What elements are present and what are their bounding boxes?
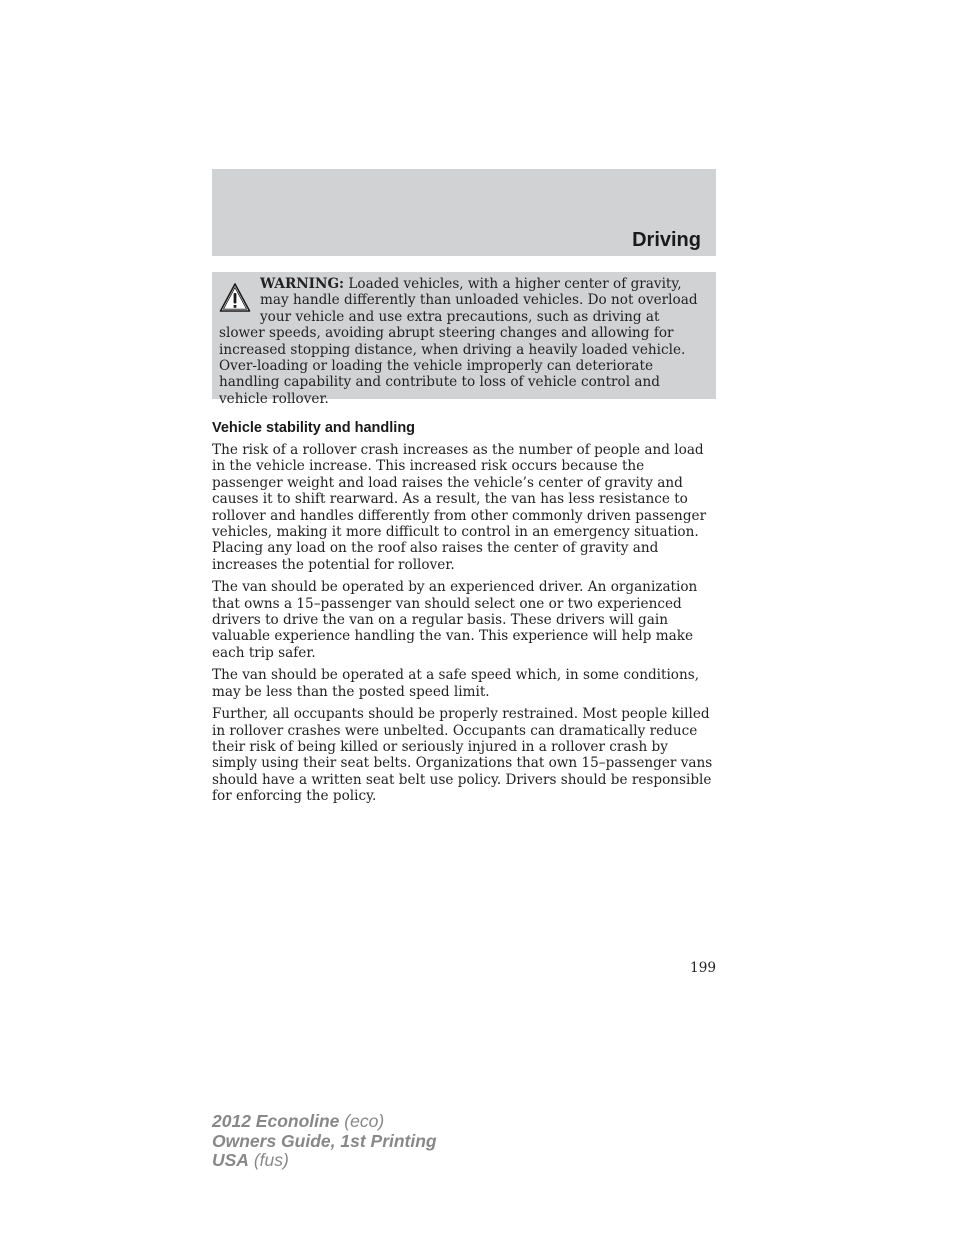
warning-box <box>212 272 716 407</box>
footer-line-guide: Owners Guide, 1st Printing <box>212 1130 437 1151</box>
footer-line-model: 2012 Econoline (eco) <box>212 1111 385 1131</box>
warning-label: WARNING: <box>260 276 345 292</box>
section-heading: Vehicle stability and handling <box>212 420 416 436</box>
paragraph: The van should be operated at a safe speed which, in some conditions, may be less than the posted speed limit. <box>212 667 700 700</box>
paragraph: The risk of a rollover crash increases as the number of people and load in the vehicle increase. This increased risk occurs because the passenger weight and load raises the vehicle’s center of gravity and causes it to shift rearward. As a result, the van has less resistance to rollover and handles differently from other commonly driven passenger vehicles, making it more difficult to control in an emergency situation. Placing any load on the roof also raises the center of gravity and increases the potential for rollover. <box>212 442 707 573</box>
warning-text: Loaded vehicles, with a higher center of gravity, may handle differently than unloaded vehicles. Do not overload your vehicle and use extra precautions, such as driving at slower speeds, avoiding abrupt steering changes and allowing for increased stopping distance, when driving a heavily loaded vehicle. Over-loading or loading the vehicle improperly can deteriorate handling capability and contribute to loss of vehicle control and vehicle rollover. <box>219 276 698 407</box>
footer <box>212 1112 437 1171</box>
warning-triangle-icon <box>219 282 251 314</box>
paragraph: The van should be operated by an experienced driver. An organization that owns a 15–passenger van should select one or two experienced drivers to drive the van on a regular basis. These drivers will gain valuable experience handling the van. This experience will help make each trip safer. <box>212 579 698 661</box>
section-header-band <box>212 169 716 256</box>
section-title: Driving <box>632 229 701 251</box>
paragraph: Further, all occupants should be properly restrained. Most people killed in rollover crashes were unbelted. Occupants can dramatically reduce their risk of being killed or seriously injured in a rollover crash by simply using their seat belts. Organizations that own 15–passenger vans should have a written seat belt use policy. Drivers should be responsible for enforcing the policy. <box>212 706 713 805</box>
footer-line-region: USA (fus) <box>212 1150 289 1170</box>
body-text <box>212 442 716 811</box>
page-number: 199 <box>690 960 716 976</box>
